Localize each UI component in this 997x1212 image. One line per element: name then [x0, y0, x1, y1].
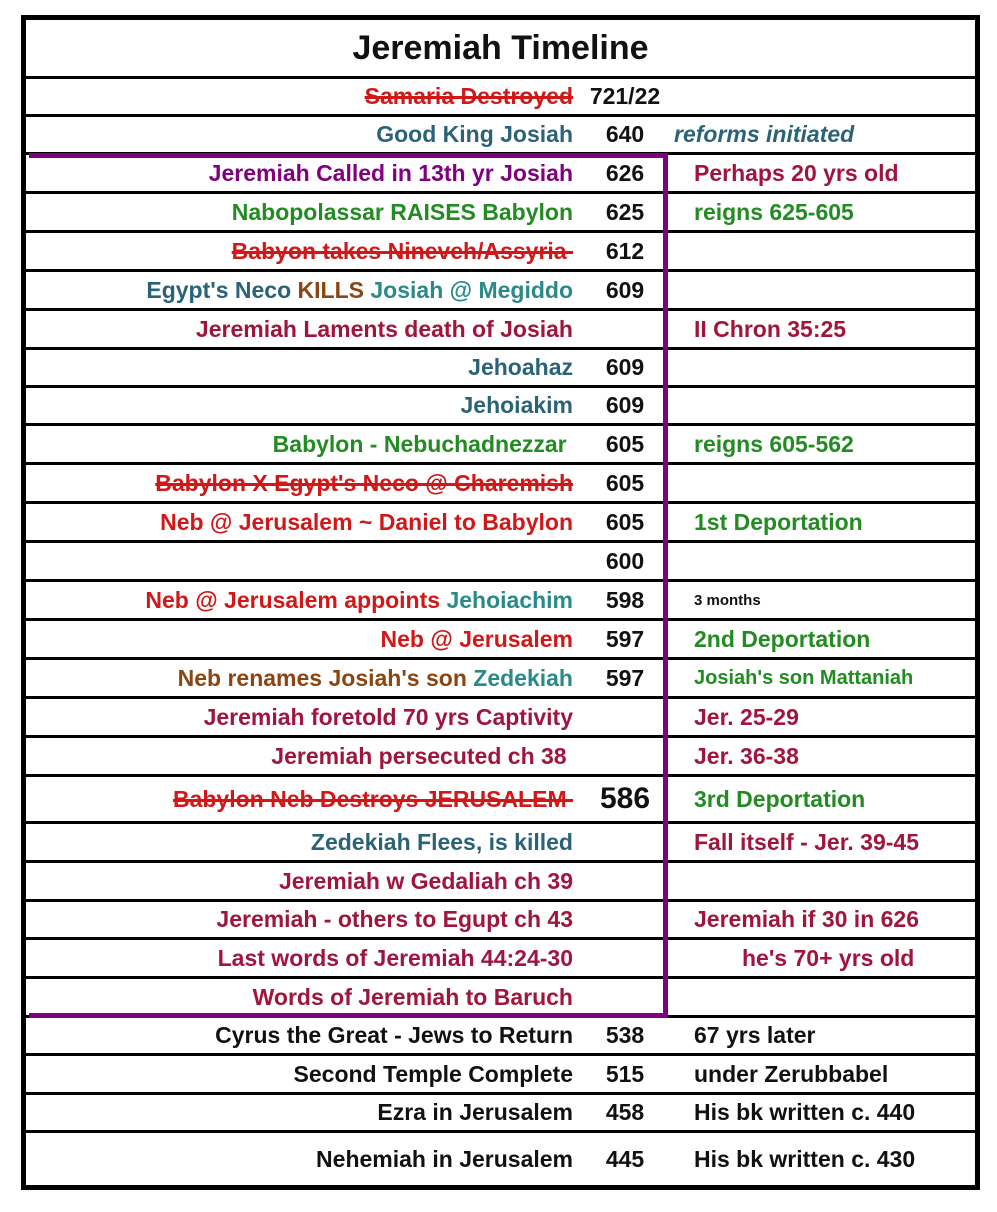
event-cell — [26, 388, 573, 423]
year-cell: 515 — [605, 1060, 645, 1087]
event-cell — [26, 233, 573, 269]
table-row — [26, 863, 975, 902]
note-cell — [694, 272, 975, 308]
event-text: KILLS — [297, 276, 371, 303]
timeline-table — [21, 15, 980, 1190]
year-cell: 721/22 — [589, 83, 661, 109]
table-row — [26, 465, 975, 504]
event-cell — [26, 1018, 573, 1053]
year-cell: 458 — [605, 1099, 645, 1125]
note-cell — [694, 79, 975, 114]
event-cell — [26, 621, 573, 657]
year-cell: 586 — [599, 782, 651, 815]
table-row — [26, 543, 975, 582]
event-text: Zedekiah Flees, is killed — [310, 828, 573, 855]
event-cell — [26, 543, 573, 579]
year-cell — [586, 738, 664, 774]
event-text: Jeremiah Laments death of Josiah — [195, 315, 573, 342]
note-cell: Jeremiah if 30 in 626 — [694, 906, 920, 932]
event-cell — [26, 465, 573, 501]
note-cell: Perhaps 20 yrs old — [694, 159, 899, 186]
event-text: Good King Josiah — [376, 121, 573, 147]
event-cell — [26, 777, 573, 821]
note-cell: reigns 605-562 — [694, 430, 854, 457]
note-cell: Josiah's son Mattaniah — [694, 666, 914, 689]
year-cell: 538 — [605, 1022, 645, 1048]
event-cell — [26, 582, 573, 618]
note-cell: reigns 625-605 — [694, 198, 854, 225]
event-cell — [26, 1095, 573, 1130]
table-row — [26, 1018, 975, 1056]
event-text: Jeremiah Called in 13th yr Josiah — [208, 159, 573, 186]
table-row — [26, 777, 975, 824]
year-cell: 640 — [605, 121, 645, 147]
event-text: Ezra in Jerusalem — [377, 1099, 573, 1125]
event-cell — [26, 426, 573, 462]
event-text: Jehoiakim — [460, 392, 573, 418]
note-cell — [694, 388, 975, 423]
year-cell: 445 — [605, 1145, 645, 1172]
year-cell: 605 — [605, 430, 645, 457]
event-text: Neb @ Jerusalem — [380, 625, 573, 652]
event-cell — [26, 824, 573, 860]
year-cell — [586, 940, 664, 976]
year-cell — [586, 902, 664, 937]
table-row — [26, 1095, 975, 1133]
note-cell — [694, 863, 975, 899]
year-cell — [586, 699, 664, 735]
note-cell: His bk written c. 440 — [694, 1099, 916, 1125]
event-text: Jeremiah - others to Egupt ch 43 — [216, 906, 573, 932]
note-cell: Fall itself - Jer. 39-45 — [694, 828, 920, 855]
event-cell — [26, 1133, 573, 1185]
note-cell — [694, 543, 975, 579]
event-cell — [26, 699, 573, 735]
table-row — [26, 233, 975, 272]
event-cell — [26, 272, 573, 308]
event-text: Words of Jeremiah to Baruch — [252, 983, 573, 1010]
event-cell — [26, 311, 573, 347]
event-text: Jeremiah persecuted ch 38 — [271, 742, 573, 769]
event-text: Jehoahaz — [468, 354, 573, 380]
table-row — [26, 388, 975, 426]
event-text: Last words of Jeremiah 44:24-30 — [217, 944, 573, 971]
note-cell — [694, 979, 975, 1015]
year-cell: 598 — [605, 586, 645, 613]
year-cell — [586, 311, 664, 347]
note-cell — [694, 233, 975, 269]
year-cell — [586, 824, 664, 860]
event-cell — [26, 979, 573, 1015]
year-cell: 612 — [605, 237, 645, 264]
table-row — [26, 117, 975, 155]
event-text: Second Temple Complete — [293, 1060, 573, 1087]
event-text: Samaria Destroyed — [364, 83, 573, 109]
year-cell: 625 — [605, 198, 645, 225]
table-row — [26, 311, 975, 350]
note-cell: 3 months — [694, 591, 761, 609]
event-cell — [26, 194, 573, 230]
year-cell: 597 — [605, 625, 645, 652]
table-row — [26, 350, 975, 388]
event-cell — [26, 79, 573, 114]
event-text: Nehemiah in Jerusalem — [316, 1145, 573, 1172]
note-cell: His bk written c. 430 — [694, 1145, 916, 1172]
year-cell — [586, 979, 664, 1015]
event-cell — [26, 660, 573, 696]
table-row — [26, 824, 975, 863]
event-text: Babylon Neb Destroys JERUSALEM — [172, 785, 573, 812]
event-text: Josiah @ Megiddo — [370, 276, 573, 303]
event-text: Babyon takes Nineveh/Assyria — [231, 237, 573, 264]
event-text: Zedekiah — [473, 664, 573, 691]
table-row — [26, 155, 975, 194]
table-row — [26, 902, 975, 940]
table-row — [26, 621, 975, 660]
event-cell — [26, 504, 573, 540]
table-row — [26, 1056, 975, 1095]
event-text: Neb @ Jerusalem ~ Daniel to Babylon — [160, 508, 573, 535]
table-row — [26, 504, 975, 543]
note-cell: he's 70+ yrs old — [742, 944, 915, 971]
year-cell: 609 — [605, 392, 645, 418]
event-text: Neb @ Jerusalem appoints — [145, 586, 447, 613]
note-cell: II Chron 35:25 — [694, 315, 847, 342]
event-text: Babylon - Nebuchadnezzar — [272, 430, 573, 457]
note-cell: under Zerubbabel — [694, 1060, 889, 1087]
year-cell: 609 — [605, 276, 645, 303]
table-row — [26, 194, 975, 233]
event-text: Egypt's Neco — [146, 276, 298, 303]
note-cell: 1st Deportation — [694, 508, 863, 535]
page-title: Jeremiah Timeline — [26, 20, 975, 79]
year-cell: 600 — [605, 547, 645, 574]
table-row — [26, 426, 975, 465]
event-text: Jehoiachim — [446, 586, 573, 613]
event-cell — [26, 1056, 573, 1092]
event-cell — [26, 940, 573, 976]
year-cell: 605 — [605, 469, 645, 496]
note-cell — [694, 465, 975, 501]
event-cell — [26, 117, 573, 152]
event-text: Babylon X Egypt's Neco @ Charemish — [155, 469, 573, 496]
event-text: Nabopolassar RAISES Babylon — [231, 198, 573, 225]
year-cell: 609 — [605, 354, 645, 380]
year-cell: 605 — [605, 508, 645, 535]
note-cell: 67 yrs later — [694, 1022, 816, 1048]
event-cell — [26, 155, 573, 191]
event-cell — [26, 902, 573, 937]
table-row — [26, 699, 975, 738]
note-cell: Jer. 36-38 — [694, 742, 799, 769]
table-row — [26, 738, 975, 777]
table-row — [26, 979, 975, 1018]
event-text: Neb renames Josiah's son — [177, 664, 474, 691]
table-row — [26, 660, 975, 699]
note-cell: 2nd Deportation — [694, 625, 871, 652]
table-row — [26, 940, 975, 979]
note-cell: 3rd Deportation — [694, 785, 866, 812]
table-row — [26, 272, 975, 311]
note-cell: Jer. 25-29 — [694, 703, 799, 730]
event-text: Jeremiah w Gedaliah ch 39 — [278, 867, 573, 894]
event-cell — [26, 350, 573, 385]
year-cell — [586, 863, 664, 899]
table-row — [26, 1133, 975, 1185]
event-cell — [26, 738, 573, 774]
year-cell: 626 — [605, 159, 645, 186]
note-cell — [694, 350, 975, 385]
event-cell — [26, 863, 573, 899]
table-row — [26, 582, 975, 621]
event-text: Cyrus the Great - Jews to Return — [215, 1022, 573, 1048]
event-text: Jeremiah foretold 70 yrs Captivity — [203, 703, 573, 730]
year-cell: 597 — [605, 664, 645, 691]
note-cell: reforms initiated — [674, 121, 855, 147]
table-row — [26, 79, 975, 117]
